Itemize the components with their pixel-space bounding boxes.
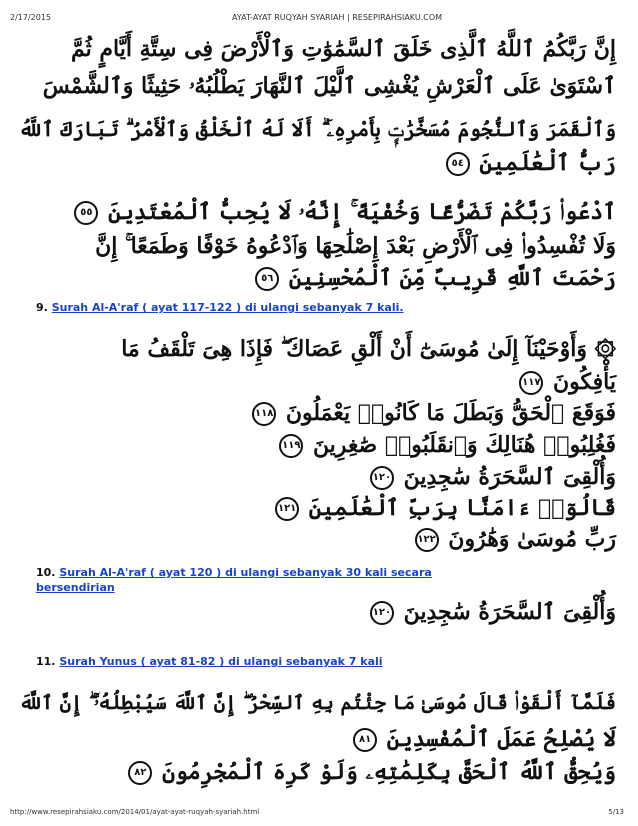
surah-link[interactable]: Surah Al-A'raf ( ayat 120 ) di ulangi sebanyak 30 kali secara [59, 566, 432, 579]
arabic-line [19, 114, 616, 144]
arabic-text: إِنَّ رَبَّكُمُ ٱللَّهُ ٱلَّذِى خَلَقَ ٱلسَّمَٰوَٰتِ وَٱلْأَرْضَ فِى سِتَّةِ أَيَّامٍ ثُمَّ [70, 36, 616, 62]
ayah-number-badge: ١٢٢ [415, 528, 439, 552]
ayah-number-badge: ٨٢ [128, 761, 152, 785]
arabic-text: ۞ وَأَوْحَيْنَآ إِلَىٰ مُوسَىٰٓ أَنْ أَلْقِ عَصَاكَ ۖ فَإِذَا هِىَ تَلْقَفُ مَا [121, 336, 616, 362]
arabic-line [368, 462, 616, 492]
ayah-number-badge: ١٢٠ [370, 466, 394, 490]
arabic-text: قَالُوٓا۟ ءَامَنَّا بِرَبِّ ٱلْعَٰلَمِينَ [308, 495, 616, 521]
ayah-number-badge: ٥٥ [74, 201, 98, 225]
arabic-line [71, 34, 616, 64]
section-number: 10. [36, 566, 56, 579]
section-heading-11 [36, 654, 383, 669]
ayah-number-badge: ٥٦ [255, 267, 279, 291]
arabic-line [413, 524, 616, 554]
arabic-text: رَحْمَتَ ٱللَّهِ قَرِيبٌ مِّنَ ٱلْمُحْسِنِينَ [288, 265, 616, 291]
arabic-line [368, 597, 616, 627]
arabic-text: يَأْفِكُونَ [552, 369, 616, 395]
arabic-text: فَلَمَّآ أَلْقَوْا۟ قَالَ مُوسَىٰ مَا جِئْتُم بِهِ ٱلسِّحْرُ ۖ إِنَّ ٱللَّهَ سَيُبْطِلُهُۥٓ ۖ إِنَّ ٱللَّهَ [18, 691, 616, 714]
arabic-line [121, 334, 616, 364]
ayah-number-badge: ٨١ [353, 728, 377, 752]
arabic-line [277, 430, 616, 460]
surah-link[interactable]: Surah Al-A'raf ( ayat 117-122 ) di ulangi sebanyak 7 kali. [51, 301, 404, 314]
header-date: 2/17/2015 [10, 13, 52, 22]
arabic-text: وَٱلْقَمَرَ وَٱلنُّجُومَ مُسَخَّرَٰتٍۭ بِأَمْرِهِۦٓ ۗ أَلَا لَهُ ٱلْخَلْقُ وَٱلْأَمْرُ ۗ تَبَارَكَ ٱللَّهُ [18, 117, 616, 141]
ayah-number-badge: ٥٤ [446, 152, 470, 176]
arabic-line [517, 367, 616, 397]
arabic-text: وَأُلْقِىَ ٱلسَّحَرَةُ سَٰجِدِينَ [403, 464, 616, 490]
arabic-text: رَبُّ ٱلْعَٰلَمِينَ [479, 150, 616, 176]
section-heading-9 [36, 300, 404, 315]
arabic-text: وَيُحِقُّ ٱللَّهُ ٱلْحَقَّ بِكَلِمَٰتِهِۦ وَلَوْ كَرِهَ ٱلْمُجْرِمُونَ [162, 759, 616, 785]
arabic-text: ٱدْعُوا۟ رَبَّكُمْ تَضَرُّعًا وَخُفْيَةً ۚ إِنَّهُۥ لَا يُحِبُّ ٱلْمُعْتَدِينَ [108, 199, 616, 225]
ayah-number-badge: ١١٩ [279, 434, 303, 458]
arabic-text: فَوَقَعَ ٱلْحَقُّ وَبَطَلَ مَا كَانُوا۟ يَعْمَلُونَ [285, 400, 616, 426]
header-title: AYAT-AYAT RUQYAH SYARIAH | RESEPIRAHSIAKU.COM [232, 13, 443, 22]
arabic-line [95, 231, 616, 261]
ayah-number-badge: ١١٨ [252, 402, 276, 426]
arabic-line [126, 757, 616, 787]
ayah-number-badge: ١٢١ [275, 497, 299, 521]
arabic-line [273, 493, 616, 523]
arabic-line [72, 197, 616, 227]
section-heading-10 [36, 565, 432, 595]
arabic-line [253, 263, 616, 293]
ayah-number-badge: ١١٧ [519, 371, 543, 395]
surah-link[interactable]: Surah Yunus ( ayat 81-82 ) di ulangi sebanyak 7 kali [59, 655, 383, 668]
surah-link-continued[interactable]: bersendirian [36, 581, 115, 594]
arabic-text: وَأُلْقِىَ ٱلسَّحَرَةُ سَٰجِدِينَ [403, 599, 616, 625]
arabic-line [19, 688, 616, 718]
arabic-line [351, 724, 616, 754]
arabic-text: وَلَا تُفْسِدُوا۟ فِى ٱلْأَرْضِ بَعْدَ إِصْلَٰحِهَا وَٱدْعُوهُ خَوْفًا وَطَمَعًا ۚ إِنَّ [95, 233, 616, 259]
arabic-line [250, 398, 616, 428]
section-number: 9. [36, 301, 48, 314]
arabic-text: ٱسْتَوَىٰ عَلَى ٱلْعَرْشِ يُغْشِى ٱلَّيْلَ ٱلنَّهَارَ يَطْلُبُهُۥ حَثِيثًا وَٱلشَّمْسَ [42, 73, 616, 99]
arabic-line [444, 148, 616, 178]
footer-page-number: 5/13 [608, 808, 624, 816]
section-number: 11. [36, 655, 56, 668]
arabic-line [43, 71, 616, 101]
arabic-text: رَبِّ مُوسَىٰ وَهَٰرُونَ [448, 526, 616, 552]
arabic-text: فَغُلِبُوا۟ هُنَالِكَ وَٱنقَلَبُوا۟ صَٰغِرِينَ [312, 432, 616, 458]
arabic-text: لَا يُصْلِحُ عَمَلَ ٱلْمُفْسِدِينَ [386, 726, 616, 752]
footer-url: http://www.resepirahsiaku.com/2014/01/ayat-ayat-ruqyah-syariah.html [10, 808, 260, 816]
ayah-number-badge: ١٢٠ [370, 601, 394, 625]
